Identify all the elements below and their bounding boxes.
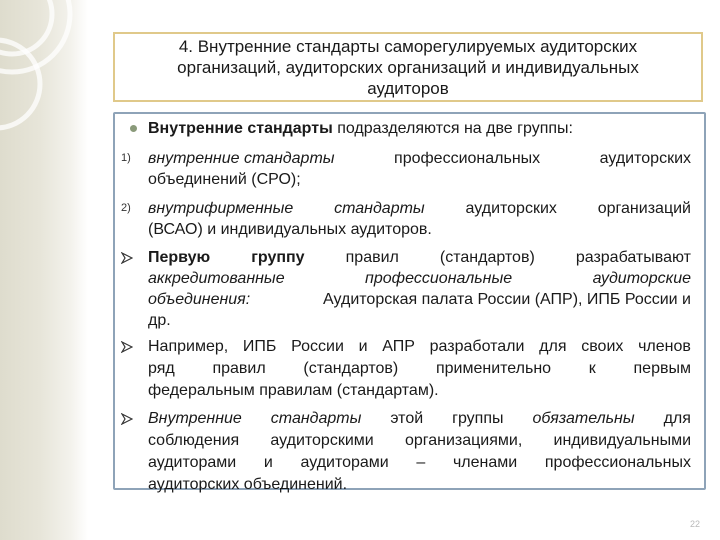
item-2-word: организаций bbox=[597, 200, 691, 217]
bullet-3-word: аудиторскими bbox=[270, 432, 374, 449]
bullet-1-line-3 bbox=[148, 289, 691, 310]
intro-bold: Внутренние стандарты bbox=[148, 120, 333, 137]
bullet-2-word: и bbox=[358, 338, 368, 355]
bullet-2-line-1 bbox=[148, 336, 691, 357]
bullet-3-line-4: аудиторских объединений. bbox=[148, 476, 348, 493]
bullet-2-word: первым bbox=[633, 360, 691, 377]
bullet-2-word: к bbox=[588, 360, 596, 377]
bullet-3-line-1 bbox=[148, 408, 691, 429]
intro-rest: подразделяются на две группы: bbox=[332, 120, 573, 137]
bullet-2-word: (стандартов) bbox=[303, 360, 399, 377]
arrow-bullet-icon bbox=[121, 252, 133, 264]
intro-line bbox=[148, 118, 573, 139]
bullet-3-word: профессиональных bbox=[544, 454, 691, 471]
item-1-word: внутренние стандарты bbox=[148, 150, 335, 167]
bullet-2-word: ИПБ bbox=[242, 338, 277, 355]
bullet-2-word: АПР bbox=[382, 338, 415, 355]
bullet-2-word: России bbox=[291, 338, 344, 355]
bullet-3-word: аудиторами bbox=[300, 454, 389, 471]
bullet-3-word: членами bbox=[452, 454, 518, 471]
bullet-1-word: (стандартов) bbox=[439, 249, 535, 266]
arrow-bullet-icon bbox=[121, 413, 133, 425]
bullet-2-word: правил bbox=[212, 360, 266, 377]
arrow-bullet-icon bbox=[121, 341, 133, 353]
bullet-3-line-3 bbox=[148, 452, 691, 473]
bullet-2-word: Например, bbox=[148, 338, 229, 355]
bullet-2-line-2 bbox=[148, 358, 691, 379]
item-2-word: внутрифирменные bbox=[148, 200, 294, 217]
bullet-3-word: – bbox=[416, 454, 426, 471]
page-number: 22 bbox=[690, 519, 701, 529]
bullet-1-word: объединения: bbox=[148, 291, 251, 308]
bullet-3-word: организациями, bbox=[404, 432, 523, 449]
bullet-1-word: профессиональные bbox=[365, 270, 513, 287]
bullet-3-word: обязательны bbox=[532, 410, 635, 427]
bullet-3-word: соблюдения bbox=[148, 432, 240, 449]
decorative-side-band bbox=[0, 0, 88, 540]
bullet-1-word: аккредитованные bbox=[148, 270, 285, 287]
bullet-2-word: применительно bbox=[435, 360, 552, 377]
decorative-circles-icon bbox=[0, 0, 88, 540]
bullet-1-line-1 bbox=[148, 247, 691, 268]
item-2-word: стандарты bbox=[334, 200, 425, 217]
item-1-line-1 bbox=[148, 148, 691, 169]
bullet-2-word: ряд bbox=[148, 360, 175, 377]
title-line-2: организаций, аудиторских организаций и индивидуальных bbox=[177, 57, 639, 77]
bullet-3-word: индивидуальными bbox=[553, 432, 691, 449]
bullet-3-line-2 bbox=[148, 430, 691, 451]
bullet-2-line-3: федеральным правилам (стандартам). bbox=[148, 382, 439, 399]
title-line-3: аудиторов bbox=[367, 78, 449, 98]
item-marker-1: 1) bbox=[121, 152, 131, 164]
slide-title bbox=[113, 32, 703, 102]
bullet-1-line-4: др. bbox=[148, 312, 171, 329]
bullet-3-word: стандарты bbox=[270, 410, 362, 427]
title-line-1: 4. Внутренние стандарты саморегулируемых аудиторских bbox=[178, 36, 638, 56]
item-2-line-1 bbox=[148, 198, 691, 219]
bullet-1-word: Первую bbox=[148, 249, 211, 266]
item-2-line-2: (ВСАО) и индивидуальных аудиторов. bbox=[148, 221, 432, 238]
bullet-1-line-2 bbox=[148, 268, 691, 289]
bullet-2-word: членов bbox=[638, 338, 691, 355]
bullet-3-word: Внутренние bbox=[148, 410, 242, 427]
item-1-word: аудиторских bbox=[599, 150, 691, 167]
bullet-2-word: разработали bbox=[429, 338, 525, 355]
item-2-word: аудиторских bbox=[465, 200, 557, 217]
bullet-3-word: группы bbox=[452, 410, 504, 427]
bullet-2-word: своих bbox=[581, 338, 624, 355]
bullet-1-word: разрабатывают bbox=[575, 249, 691, 266]
bullet-3-word: аудиторами bbox=[148, 454, 237, 471]
bullet-1-word: аудиторские bbox=[592, 270, 691, 287]
item-1-word: профессиональных bbox=[394, 150, 541, 167]
item-marker-2: 2) bbox=[121, 202, 131, 214]
bullet-3-word: и bbox=[263, 454, 273, 471]
bullet-3-word: этой bbox=[390, 410, 424, 427]
item-1-line-2: объединений (СРО); bbox=[148, 171, 301, 188]
bullet-3-word: для bbox=[663, 410, 691, 427]
bullet-1-word: правил bbox=[345, 249, 399, 266]
bullet-1-word: Аудиторская палата России (АПР), ИПБ России и bbox=[323, 291, 691, 308]
bullet-dot-icon bbox=[130, 125, 137, 132]
bullet-2-word: для bbox=[539, 338, 567, 355]
bullet-1-word: группу bbox=[251, 249, 305, 266]
